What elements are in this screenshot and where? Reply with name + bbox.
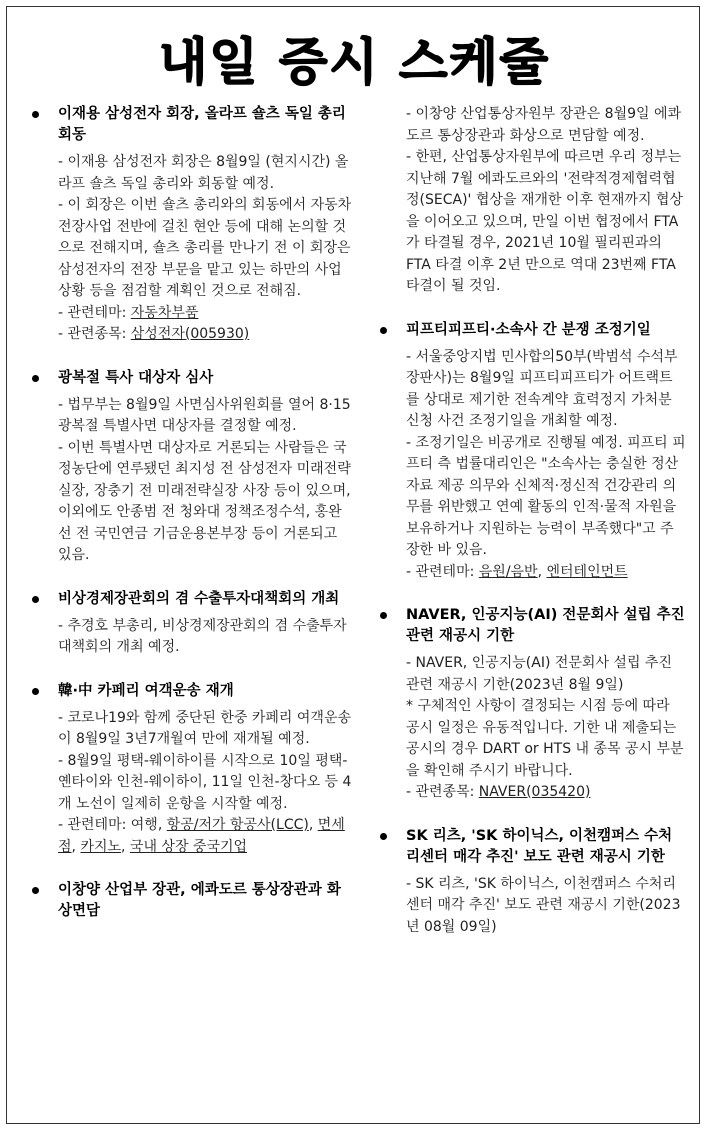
item-line: - 이 회장은 이번 숄츠 총리와의 회동에서 자동차 전장사업 전반에 걸친 현안 등에 대해 논의할 것으로 전해지며, 숄츠 총리를 만나기 전 이 회장은 삼성전자의 전장 부문을 맡고 있는 하만의 사업 상황 등을 점검할 계획인 것으로 전해짐. bbox=[58, 197, 352, 299]
schedule-item-continued bbox=[372, 104, 686, 298]
bullet-icon bbox=[32, 688, 39, 695]
bullet-icon bbox=[32, 596, 39, 603]
bullet-icon bbox=[32, 111, 39, 118]
item-headline: 이재용 삼성전자 회장, 올라프 숄츠 독일 총리 회동 bbox=[24, 104, 352, 146]
item-body bbox=[24, 616, 352, 659]
right-column bbox=[372, 104, 686, 960]
item-line: - 서울중앙지법 민사합의50부(박범석 수석부장판사)는 8월9일 피프티피프티가 어트랙트를 상대로 제기한 전속계약 효력정지 가처분 신청 사건 조정기일을 개최할 예정. bbox=[406, 348, 678, 429]
theme-link[interactable]: 항공/저가 항공사(LCC) bbox=[166, 817, 309, 833]
item-line: - NAVER, 인공지능(AI) 전문회사 설립 추진 관련 재공시 기한(2023년 8월 9일) bbox=[406, 655, 672, 693]
left-column bbox=[24, 104, 352, 944]
schedule-item bbox=[372, 826, 686, 939]
item-headline: 이창양 산업부 장관, 에콰도르 통상장관과 화상면담 bbox=[24, 880, 352, 922]
item-body bbox=[24, 395, 352, 567]
stock-link[interactable]: NAVER(035420) bbox=[478, 784, 591, 800]
page-title: 내일 증시 스케줄 bbox=[159, 33, 550, 91]
item-body bbox=[372, 653, 686, 804]
item-line: - 이번 특별사면 대상자로 거론되는 사람들은 국정농단에 연루됐던 최지성 전 삼성전자 미래전략실장, 장충기 전 미래전략실장 사장 등이 있으며, 이외에도 안종범 전 청와대 정책조정수석, 홍완선 전 국민연금 기금운용본부장 등이 거론되고 있음. bbox=[58, 439, 351, 563]
item-headline: 韓·中 카페리 여객운송 재개 bbox=[24, 681, 352, 702]
schedule-item bbox=[372, 320, 686, 584]
item-line: - SK 리츠, 'SK 하이닉스, 이천캠퍼스 수처리센터 매각 추진' 보도 관련 재공시 기한(2023년 08월 09일) bbox=[406, 875, 681, 935]
item-headline: 비상경제장관회의 겸 수출투자대책회의 개최 bbox=[24, 589, 352, 610]
item-line: - 이창양 산업통상자원부 장관은 8월9일 에콰도르 통상장관과 화상으로 면담할 예정. bbox=[406, 106, 682, 144]
schedule-item bbox=[24, 681, 352, 859]
item-body bbox=[24, 708, 352, 859]
schedule-item bbox=[24, 589, 352, 659]
related-theme: - 관련테마: 음원/음반, 엔터테인먼트 bbox=[406, 563, 628, 580]
item-line: - 조정기일은 비공개로 진행될 예정. 피프티 피프티 측 법률대리인은 "소속사는 충실한 정산자료 제공 의무와 신체적·정신적 건강관리 의무를 위반했고 연예 활동의 인적·물적 자원을 보유하거나 지원하는 능력이 부족했다"고 주장한 바 있음. bbox=[406, 434, 686, 558]
item-line: - 코로나19와 함께 중단된 한중 카페리 여객운송이 8월9일 3년7개월여 만에 재개될 예정. bbox=[58, 709, 351, 747]
item-line: - 추경호 부총리, 비상경제장관회의 겸 수출투자대책회의 개최 예정. bbox=[58, 617, 347, 655]
bullet-icon bbox=[380, 327, 387, 334]
item-body bbox=[24, 152, 352, 346]
theme-link[interactable]: 면세점 bbox=[58, 817, 345, 855]
bullet-icon bbox=[380, 833, 387, 840]
schedule-item bbox=[24, 368, 352, 567]
item-headline: SK 리츠, 'SK 하이닉스, 이천캠퍼스 수처리센터 매각 추진' 보도 관련 재공시 기한 bbox=[372, 826, 686, 868]
item-body bbox=[372, 347, 686, 584]
schedule-item bbox=[24, 104, 352, 346]
bullet-icon bbox=[380, 612, 387, 619]
related-theme: - 관련테마: 여행, 항공/저가 항공사(LCC), 면세점, 카지노, 국내 상장 중국기업 bbox=[58, 817, 345, 855]
item-body bbox=[372, 874, 686, 939]
bullet-icon bbox=[32, 375, 39, 382]
related-stock: - 관련종목: 삼성전자(005930) bbox=[58, 326, 250, 342]
item-line: * 구체적인 사항이 결정되는 시점 등에 따라 공시 일정은 유동적입니다. 기한 내 제출되는 공시의 경우 DART or HTS 내 종목 공시 부분을 확인해 주시기 바랍니다. bbox=[406, 698, 684, 779]
item-line: - 8월9일 평택-웨이하이를 시작으로 10일 평택-옌타이와 인천-웨이하이, 11일 인천-창다오 등 4개 노선이 일제히 운항을 시작할 예정. bbox=[58, 752, 352, 812]
schedule-item bbox=[24, 880, 352, 922]
schedule-item bbox=[372, 605, 686, 804]
related-stock: - 관련종목: NAVER(035420) bbox=[406, 784, 591, 800]
item-line: - 이재용 삼성전자 회장은 8월9일 (현지시간) 올라프 숄츠 독일 총리와 회동할 예정. bbox=[58, 154, 349, 192]
theme-link[interactable]: 카지노 bbox=[80, 838, 122, 855]
item-line: - 법무부는 8월9일 사면심사위원회를 열어 8·15 광복절 특별사면 대상자를 결정할 예정. bbox=[58, 396, 351, 434]
stock-link[interactable]: 삼성전자(005930) bbox=[130, 326, 250, 342]
item-headline: 피프티피프티·소속사 간 분쟁 조정기일 bbox=[372, 320, 686, 341]
item-line: - 한편, 산업통상자원부에 따르면 우리 정부는 지난해 7월 에콰도르와의 '전략적경제협력협정(SECA)' 협상을 재개한 이후 현재까지 협상을 이어오고 있으며, 만일 이번 협정에서 FTA가 타결될 경우, 2021년 10월 필리핀과의 FTA 타결 이후 2년 만으로 역대 23번째 FTA 타결이 될 것임. bbox=[406, 149, 683, 294]
item-headline: NAVER, 인공지능(AI) 전문회사 설립 추진 관련 재공시 기한 bbox=[372, 605, 686, 647]
item-headline: 광복절 특사 대상자 심사 bbox=[24, 368, 352, 389]
theme-link[interactable]: 음원/음반 bbox=[478, 563, 538, 580]
theme-link[interactable]: 엔터테인먼트 bbox=[546, 563, 628, 580]
item-body bbox=[372, 104, 686, 298]
theme-link[interactable]: 자동차부품 bbox=[130, 304, 199, 321]
related-theme: - 관련테마: 자동차부품 bbox=[58, 304, 199, 321]
theme-link[interactable]: 국내 상장 중국기업 bbox=[129, 838, 248, 855]
bullet-icon bbox=[32, 887, 39, 894]
